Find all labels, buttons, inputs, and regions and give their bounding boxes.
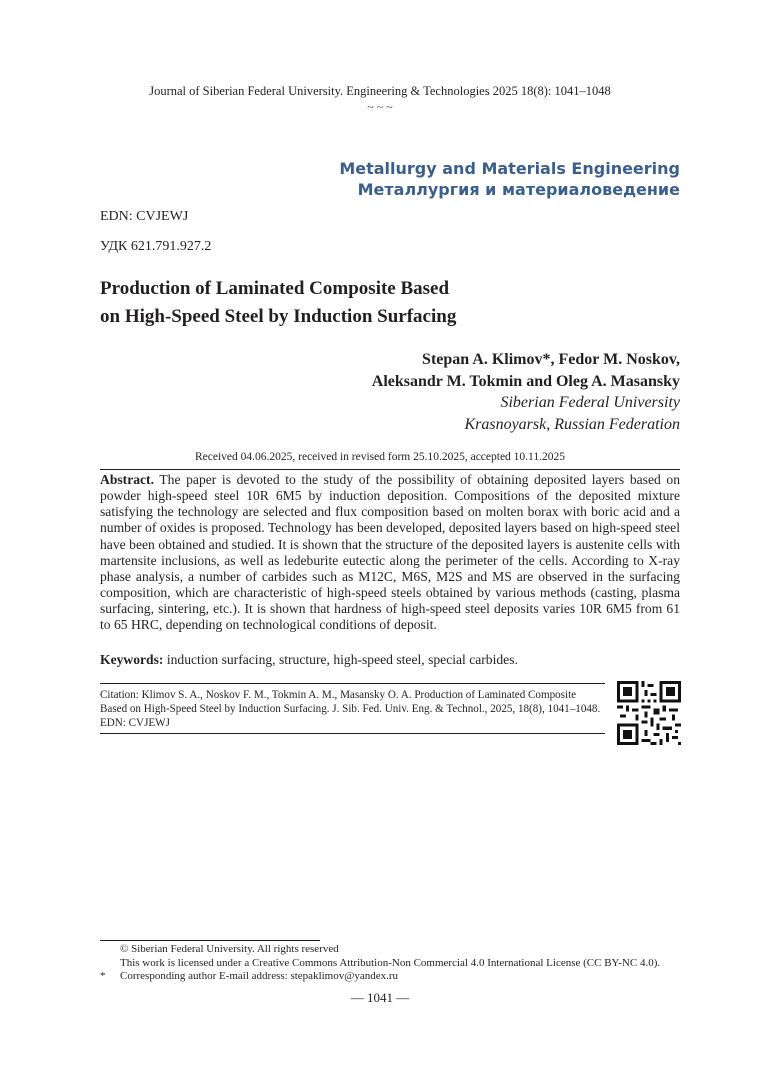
udk-code: УДК 621.791.927.2 [100,239,212,254]
abstract-text: The paper is devoted to the study of the possibility of obtaining deposited layers based on powder high-speed steel 10R 6M5 by induction deposition. Compositions of the deposited mixture satisfying the technology are selected and flux composition based on molten borax with boric acid and a number of oxides is proposed. Technology has been developed, deposited layers based on high-speed steel have been obtained and studied. It is shown that the structure of the deposited layers is austenite cells with martensite inclusions, as well as ledeburite eutectic along the perimeter of the cells. According to X-ray phase analysis, a number of carbides such as M12C, M6S, M2S and MS are observed in the surfacing composition, which are characteristic of high-speed steels obtained by various methods (casting, plasma surfacing, sintering, etc.). It is shown that hardness of high-speed steel deposits varies 10R 6M5 from 61 to 65 HRC, depending on technological conditions of deposit. [100,472,681,633]
paper-title [100,275,660,331]
paper-title-line-2: on High-Speed Steel by Induction Surfacing [100,306,457,327]
corresponding-author-note [100,970,700,984]
citation [100,688,610,730]
keywords [100,652,680,668]
page-number: — 1041 — [350,990,410,1005]
header-separator: ~ ~ ~ [367,100,393,114]
citation-line-1: Citation: Klimov S. A., Noskov F. M., Tokmin A. M., Masansky O. A. Production of Laminated Composite [100,689,577,701]
paper-title-line-1: Production of Laminated Composite Based [100,278,450,299]
citation-line-3: EDN: CVJEWJ [100,717,170,729]
author-block [372,349,680,435]
abstract-top-rule [100,469,680,470]
authors-line-2: Aleksandr M. Tokmin and Oleg A. Masansky [371,372,680,390]
corresponding-email[interactable]: Corresponding author E-mail address: stepaklimov@yandex.ru [120,970,399,982]
journal-header: Journal of Siberian Federal University. Engineering & Technologies 2025 18(8): 1041–1048 [149,84,611,98]
abstract-label: Abstract. [100,472,154,487]
authors-line-1: Stepan A. Klimov*, Fedor M. Noskov, [422,351,680,368]
abstract [100,472,680,634]
edn-code: EDN: CVJEWJ [100,209,189,224]
section-title-en: Metallurgy and Materials Engineering [339,159,680,178]
qr-code-icon[interactable] [617,681,681,745]
affiliation: Siberian Federal University [500,394,680,411]
footnotes [100,943,700,984]
copyright-note: © Siberian Federal University. All rights reserved [120,943,339,955]
received-dates: Received 04.06.2025, received in revised form 25.10.2025, accepted 10.11.2025 [194,451,566,463]
keywords-text: induction surfacing, structure, high-speed steel, special carbides. [166,652,518,667]
section-heading [339,158,680,200]
affiliation-location: Krasnoyarsk, Russian Federation [464,415,680,433]
citation-top-rule [100,683,605,684]
keywords-label: Keywords: [100,652,164,667]
citation-line-2: Based on High-Speed Steel by Induction Surfacing. J. Sib. Fed. Univ. Eng. & Technol., 2025, 18(8), 1041–1048. [100,703,601,715]
license-note: This work is licensed under a Creative Commons Attribution-Non Commercial 4.0 International License (CC BY-NC 4.0). [120,956,661,969]
footnote-rule [100,940,320,941]
section-title-ru: Металлургия и материаловедение [357,180,680,199]
footnote-asterisk: * [100,970,106,982]
citation-bottom-rule [100,733,605,734]
